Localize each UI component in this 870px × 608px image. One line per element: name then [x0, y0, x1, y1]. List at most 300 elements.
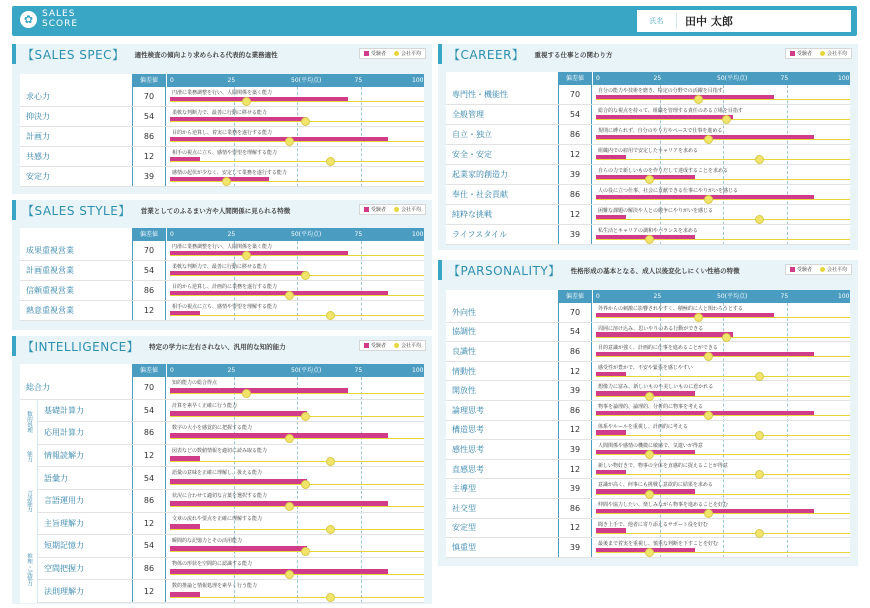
company-average-marker [694, 95, 703, 104]
row-value: 86 [558, 342, 592, 361]
table-row [446, 342, 850, 362]
row-label: 総合力 [20, 377, 132, 399]
row-label: 言語運用力 [38, 490, 132, 512]
row-description: 語彙の意味を正確に理解し、扱える能力 [172, 470, 263, 477]
scale-tick-75: 75 [354, 77, 363, 84]
average-line [596, 219, 850, 220]
company-average-marker [704, 195, 713, 204]
company-average-marker [301, 480, 310, 489]
company-average-marker [301, 412, 310, 421]
row-description: 目的意識が強く、計画的に仕事を進めることができる [598, 345, 718, 352]
scale-tick-25: 25 [227, 367, 236, 374]
company-average-marker [755, 372, 764, 381]
table-row [20, 377, 424, 400]
row-label: 直感思考 [446, 460, 558, 479]
row-description: 人間関係や感情の機微に敏感で、気遣いが得意 [598, 443, 703, 450]
average-line [596, 159, 850, 160]
company-average-marker [326, 457, 335, 466]
row-label: 主導型 [446, 479, 558, 498]
table-row [20, 87, 424, 107]
company-average-marker [694, 313, 703, 322]
row-description: 目的から逆算し、計画的に業務を遂行する能力 [172, 284, 278, 290]
category-group-label: 言語能力 [26, 490, 32, 513]
row-description: 意識が高く、何事にも挑戦し意欲的に結果を求める [598, 482, 713, 489]
company-average-marker [326, 525, 335, 534]
row-label: 情報読解力 [38, 445, 132, 467]
legend [359, 204, 426, 215]
average-line [596, 454, 850, 455]
company-average-marker [285, 137, 294, 146]
category-group-label: 数的処理 [26, 411, 32, 434]
legend-examinee: 受験者 [370, 207, 386, 213]
table-row [446, 538, 850, 558]
row-value: 54 [132, 467, 166, 489]
section-title-text: 【PARSONALITY】 [448, 263, 561, 278]
row-label: 計画重視営業 [20, 261, 132, 280]
company-avg-swatch-icon [394, 207, 399, 212]
legend-examinee: 受験者 [370, 51, 386, 57]
row-description: 感受性が豊かで、不安や緊張を感じやすい [598, 364, 693, 371]
row-value: 39 [558, 538, 592, 557]
row-description: 物体の形状を空間的に認識する能力 [172, 560, 253, 567]
legend-company-avg: 会社平均 [400, 51, 421, 57]
career-table [446, 72, 850, 245]
average-line [596, 239, 850, 240]
row-value: 54 [132, 261, 166, 280]
row-label: 全般管理 [446, 105, 558, 124]
table-row [446, 125, 850, 145]
company-average-marker [645, 450, 654, 459]
row-description: 相手の視点に立ち、感情や要望を理解する能力 [172, 150, 278, 156]
scale-tick-50: 50(平均点) [291, 367, 322, 374]
legend-company-avg: 会社平均 [826, 267, 847, 273]
row-label: 感性思考 [446, 440, 558, 459]
table-row [20, 261, 424, 281]
row-label: 応用計算力 [38, 422, 132, 444]
section-title [12, 200, 290, 220]
company-average-marker [242, 389, 251, 398]
logo [20, 9, 78, 29]
row-value: 39 [558, 479, 592, 498]
table-row [20, 535, 424, 558]
row-label: 計画力 [20, 127, 132, 146]
average-line [596, 474, 850, 475]
company-average-marker [301, 117, 310, 126]
legend-examinee: 受験者 [796, 267, 812, 273]
table-row [20, 490, 424, 513]
table-row [446, 479, 850, 499]
table-row [446, 362, 850, 382]
table-row [20, 127, 424, 147]
company-avg-swatch-icon [820, 267, 825, 272]
row-description: 状況に合わせて適切な言葉を選択する能力 [172, 493, 268, 499]
average-line [170, 438, 424, 439]
section-description: 特定の学力に左右されない、汎用的な知的能力 [149, 342, 286, 351]
row-value: 12 [132, 513, 166, 535]
legend-examinee: 受験者 [370, 343, 386, 349]
section-title-text: 【CAREER】 [448, 47, 525, 62]
company-average-marker [645, 235, 654, 244]
section-title [12, 336, 286, 356]
table-row [446, 303, 850, 323]
name-label: 氏名 [637, 13, 677, 29]
section-title [438, 44, 612, 64]
table-row [446, 145, 850, 165]
row-value: 86 [558, 125, 592, 144]
row-label: 外向性 [446, 303, 558, 322]
average-line [596, 317, 850, 318]
table-row [446, 421, 850, 441]
row-value: 39 [558, 165, 592, 184]
row-description: 物事を論理的、論理的、分析的に物事を考える [598, 404, 704, 410]
table-row [446, 205, 850, 225]
row-description: 図表などの数値情報を適切に読み取る能力 [172, 447, 268, 454]
section-description: 性格形成の基本となる、成人以後変化しにくい性格の特徴 [570, 266, 740, 275]
table-row [446, 519, 850, 539]
table-row [446, 381, 850, 401]
row-description: 円滑に業務調整を行い、人間関係を築く能力 [172, 244, 273, 250]
scale-tick-25: 25 [227, 77, 236, 84]
row-value: 12 [558, 145, 592, 164]
row-description: 外界からの刺激に影響されやすく、積極的に人と関わろうとする [598, 306, 743, 312]
row-value: 86 [558, 499, 592, 518]
row-value: 86 [132, 127, 166, 146]
style-table [20, 228, 424, 321]
average-line [170, 141, 424, 142]
company-average-marker [645, 175, 654, 184]
row-description: 自分の能力や技術を磨き、特定の分野での活躍を目指す [598, 88, 723, 94]
average-line [170, 161, 424, 162]
legend-company-avg: 会社平均 [826, 51, 847, 57]
scale-tick-100: 100 [838, 293, 850, 300]
table-row [446, 85, 850, 105]
row-description: 感情の起伏が少なく、安定して業務を遂行する能力 [172, 170, 287, 176]
row-description: 知的能力の総合得点 [172, 380, 218, 386]
row-value: 12 [558, 421, 592, 440]
average-line [170, 101, 424, 102]
company-average-marker [755, 470, 764, 479]
legend [359, 48, 426, 59]
scale-tick-50: 50(平均点) [717, 293, 748, 300]
row-value: 86 [558, 185, 592, 204]
scale-tick-0: 0 [170, 77, 174, 84]
logo-text-line1: SALES [42, 9, 76, 19]
row-label: 短期記憶力 [38, 535, 132, 557]
scale-tick-100: 100 [412, 77, 424, 84]
section-spec [12, 44, 432, 194]
row-label: 基礎計算力 [38, 400, 132, 422]
scale-tick-0: 0 [596, 75, 600, 82]
column-header-value: 偏差値 [558, 290, 592, 303]
row-description: 数的推論と情報処理を素早く行う能力 [172, 583, 258, 590]
row-description: 組織内での雇用で安定したキャリアを求める [598, 148, 699, 154]
company-average-marker [285, 434, 294, 443]
row-description: 自らの力で新しいものを作りだして達成することを求める [598, 168, 729, 174]
spec-table [20, 74, 424, 187]
row-description: 瞬間的な記憶力とその活用能力 [172, 538, 243, 545]
row-label: 主旨理解力 [38, 513, 132, 535]
scale-tick-50: 50(平均点) [291, 231, 322, 238]
section-style [12, 200, 432, 330]
company-average-marker [704, 135, 713, 144]
section-title-text: 【SALES STYLE】 [22, 203, 131, 218]
section-career [438, 44, 858, 250]
row-label: 奉仕・社会貢献 [446, 185, 558, 204]
company-average-marker [645, 490, 654, 499]
section-title-text: 【SALES SPEC】 [22, 47, 125, 62]
company-average-marker [326, 157, 335, 166]
table-row [446, 499, 850, 519]
average-line [170, 597, 424, 598]
average-line [170, 461, 424, 462]
row-description: 人の役に立つ仕事、社会に貢献できる仕事にやりがいを感じる [598, 188, 739, 194]
examinee-swatch-icon [790, 51, 795, 56]
company-average-marker [704, 509, 713, 518]
row-description: 目的から逆算し、着実に業務を遂行する能力 [172, 130, 273, 136]
row-value: 12 [132, 147, 166, 166]
average-line [170, 484, 424, 485]
scale-tick-25: 25 [653, 75, 662, 82]
row-label: 起業家的創造力 [446, 165, 558, 184]
company-average-marker [222, 177, 231, 186]
section-title-text: 【INTELLIGENCE】 [22, 339, 140, 354]
scale-tick-0: 0 [596, 293, 600, 300]
examinee-swatch-icon [364, 207, 369, 212]
table-row [20, 281, 424, 301]
average-line [170, 416, 424, 417]
scale-tick-50: 50(平均点) [717, 75, 748, 82]
scale-tick-0: 0 [170, 231, 174, 238]
average-line [170, 295, 424, 296]
column-header-value: 偏差値 [132, 228, 166, 241]
section-intel [12, 336, 432, 604]
company-average-marker [755, 431, 764, 440]
legend [785, 264, 852, 275]
table-row [446, 460, 850, 480]
examinee-swatch-icon [364, 343, 369, 348]
table-row [446, 323, 850, 343]
row-value: 70 [132, 87, 166, 106]
company-average-marker [326, 593, 335, 602]
row-description: 最後まで着実を重視し、慎重な判断を下すことを好む [598, 541, 719, 548]
column-header-value: 偏差値 [132, 364, 166, 377]
row-value: 39 [132, 167, 166, 186]
scale-tick-75: 75 [354, 231, 363, 238]
row-description: 文章の流れや要点を正確に理解する能力 [172, 515, 263, 522]
category-group-label: 推理・記憶力 [26, 552, 32, 586]
average-line [596, 415, 850, 416]
table-row [446, 401, 850, 421]
table-row [20, 467, 424, 490]
average-line [170, 529, 424, 530]
row-label: ライフスタイル [446, 225, 558, 244]
row-value: 39 [558, 440, 592, 459]
row-value: 70 [558, 85, 592, 104]
row-description: 数字の大小を感覚的に把握する能力 [172, 425, 253, 432]
company-average-marker [242, 251, 251, 260]
scale-tick-100: 100 [838, 75, 850, 82]
row-description: 聞き上手で、他者に寄り添えるサポート役を好む [598, 521, 708, 528]
row-label: 空間把握力 [38, 558, 132, 580]
row-description: 想像力に富み、新しいものや美しいものに惹かれる [598, 384, 714, 391]
section-description: 営業としてのふるまい方や人間関係に見られる特徴 [140, 206, 291, 215]
company-average-marker [301, 271, 310, 280]
examinee-swatch-icon [790, 267, 795, 272]
average-line [596, 376, 850, 377]
row-label: 自立・独立 [446, 125, 558, 144]
row-label: 抑決力 [20, 107, 132, 126]
company-average-marker [285, 570, 294, 579]
row-value: 12 [132, 580, 166, 602]
examinee-swatch-icon [364, 51, 369, 56]
category-side-column [20, 400, 38, 603]
row-label: 構造思考 [446, 421, 558, 440]
table-row [20, 147, 424, 167]
row-label: 信頼重視営業 [20, 281, 132, 300]
logo-text-line2: SCORE [42, 19, 79, 29]
scale-tick-50: 50(平均点) [291, 77, 322, 84]
company-avg-swatch-icon [820, 51, 825, 56]
examinee-name-box [637, 10, 851, 32]
app-header [12, 6, 857, 36]
row-label: 安定力 [20, 167, 132, 186]
row-value: 12 [132, 301, 166, 320]
table-row [446, 225, 850, 245]
row-label: 良識性 [446, 342, 558, 361]
row-label: 純粋な挑戦 [446, 205, 558, 224]
average-line [170, 551, 424, 552]
scale-tick-75: 75 [780, 293, 789, 300]
average-line [170, 255, 424, 256]
category-group-label: 能力 [26, 450, 32, 462]
table-row [20, 445, 424, 468]
row-value: 12 [558, 519, 592, 538]
average-line [170, 181, 424, 182]
row-label: 情動性 [446, 362, 558, 381]
average-line [596, 199, 850, 200]
logo-icon: ✿ [20, 11, 37, 28]
company-average-marker [645, 548, 654, 557]
section-title [438, 260, 740, 280]
row-value: 12 [558, 460, 592, 479]
intel-table [20, 364, 424, 603]
row-value: 12 [558, 362, 592, 381]
company-average-marker [301, 547, 310, 556]
row-description: 私生活とキャリアの調和やバランスを求める [598, 228, 698, 234]
row-label: 成果重視営業 [20, 241, 132, 260]
scale-tick-75: 75 [354, 367, 363, 374]
section-description: 重視する仕事との関わり方 [534, 50, 613, 59]
average-line [596, 396, 850, 397]
table-row [446, 165, 850, 185]
row-value: 70 [132, 241, 166, 260]
table-row [20, 107, 424, 127]
company-average-marker [285, 502, 294, 511]
row-value: 70 [132, 377, 166, 399]
row-description: 計算を素早く正確に行う能力 [172, 402, 238, 409]
row-label: 協調性 [446, 323, 558, 342]
legend-examinee: 受験者 [796, 51, 812, 57]
row-value: 54 [558, 105, 592, 124]
legend-company-avg: 会社平均 [400, 343, 421, 349]
average-line [170, 506, 424, 507]
row-label: 共感力 [20, 147, 132, 166]
row-label: 社交型 [446, 499, 558, 518]
table-row [20, 422, 424, 445]
average-line [596, 533, 850, 534]
legend-company-avg: 会社平均 [400, 207, 421, 213]
table-row [20, 400, 424, 423]
scale-tick-0: 0 [170, 367, 174, 374]
row-description: 規則に縛られず、自分のやり方やペースで仕事を進める [598, 128, 723, 134]
row-label: 法則理解力 [38, 580, 132, 602]
average-line [596, 494, 850, 495]
company-average-marker [722, 333, 731, 342]
table-row [20, 167, 424, 187]
company-average-marker [645, 392, 654, 401]
table-row [20, 301, 424, 321]
row-label: 慎重型 [446, 538, 558, 557]
row-value: 70 [558, 303, 592, 322]
company-average-marker [755, 529, 764, 538]
row-value: 54 [132, 535, 166, 557]
row-value: 86 [132, 281, 166, 300]
section-title [12, 44, 278, 64]
scale-tick-75: 75 [780, 75, 789, 82]
average-line [170, 315, 424, 316]
row-label: 開放性 [446, 381, 558, 400]
company-average-marker [285, 291, 294, 300]
personality-table [446, 290, 850, 558]
average-line [596, 179, 850, 180]
table-row [20, 513, 424, 536]
company-average-marker [704, 352, 713, 361]
row-description: 総合的な視点を持って、組織を管理する責任のある立場を目指す [598, 108, 743, 114]
average-line [596, 356, 850, 357]
table-row [446, 185, 850, 205]
row-description: 困難な課題の解決や人との競争にやりがいを感じる [598, 208, 714, 214]
row-label: 語彙力 [38, 467, 132, 489]
row-description: 柔軟な判断力で、最善に行動に移せる能力 [172, 110, 267, 116]
column-header-value: 偏差値 [132, 74, 166, 87]
row-label: 安定型 [446, 519, 558, 538]
company-average-marker [704, 411, 713, 420]
row-description: 新しい物好きで、物事の全体を直感的に捉えることが得意 [598, 462, 728, 469]
average-line [596, 513, 850, 514]
row-description: 体系やルールを重視し、計画的に考える [598, 423, 688, 430]
company-average-marker [242, 97, 251, 106]
average-line [596, 552, 850, 553]
scale-tick-25: 25 [227, 231, 236, 238]
company-avg-swatch-icon [394, 343, 399, 348]
table-row [446, 440, 850, 460]
scale-tick-100: 100 [412, 367, 424, 374]
row-label: 専門性・機能性 [446, 85, 558, 104]
legend [359, 340, 426, 351]
row-value: 54 [132, 400, 166, 422]
scale-tick-100: 100 [412, 231, 424, 238]
row-label: 論理思考 [446, 401, 558, 420]
company-avg-swatch-icon [394, 51, 399, 56]
table-row [20, 580, 424, 603]
table-row [20, 241, 424, 261]
scale-tick-25: 25 [653, 293, 662, 300]
legend [785, 48, 852, 59]
row-description: 柔軟な判断力で、最善に行動に移せる能力 [172, 264, 267, 270]
table-row [20, 558, 424, 581]
row-value: 86 [132, 558, 166, 580]
row-value: 54 [558, 323, 592, 342]
